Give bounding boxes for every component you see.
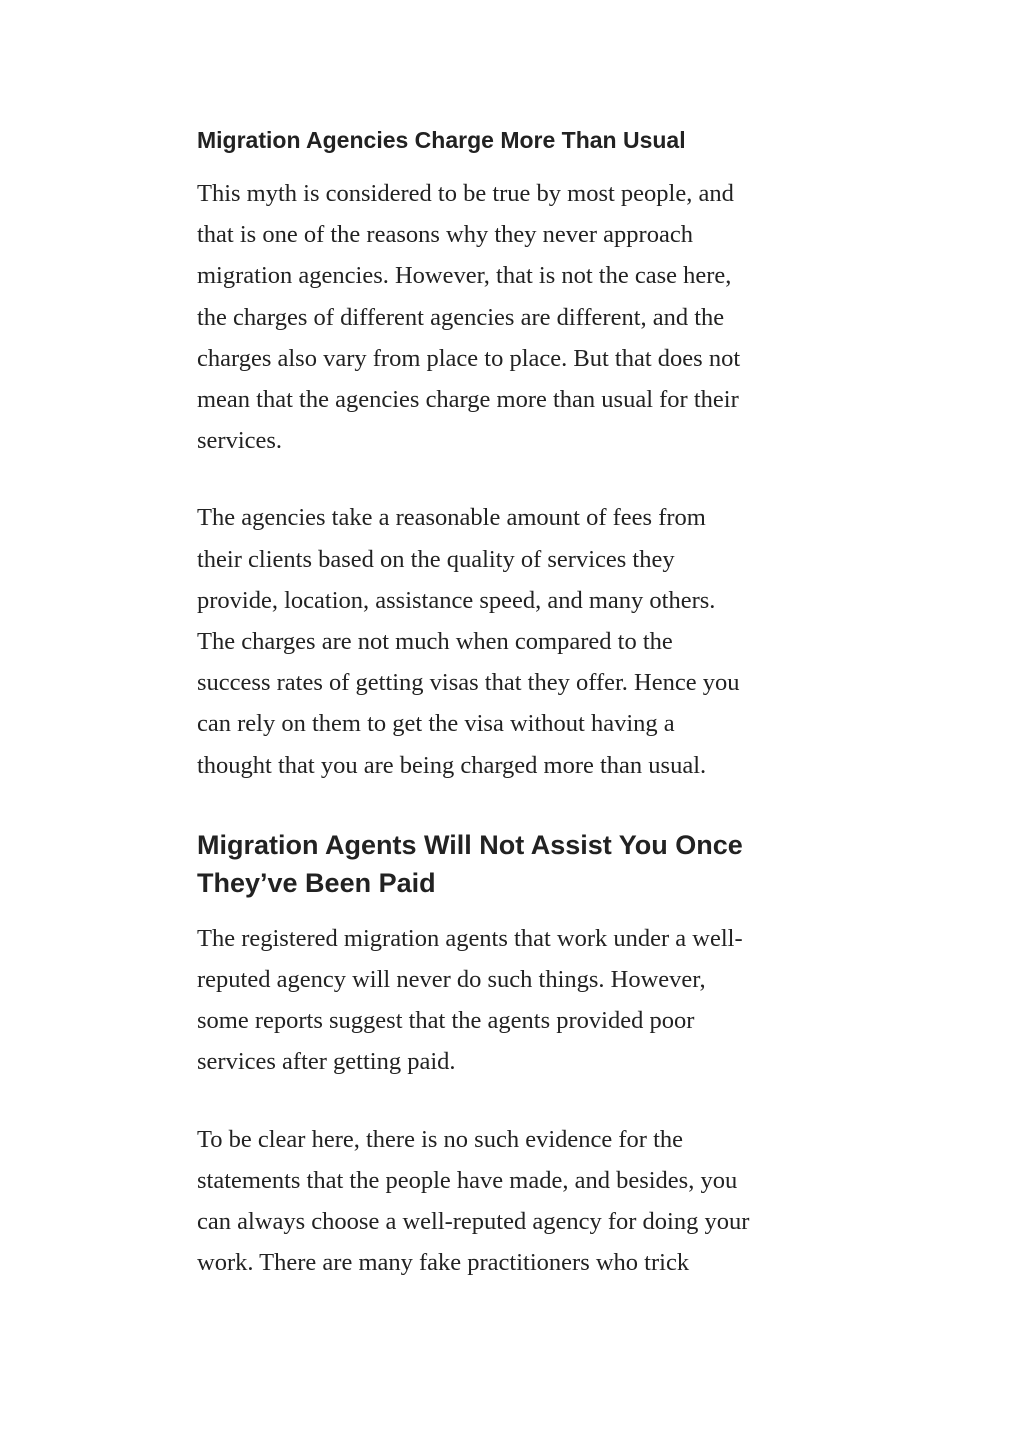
paragraph-no-evidence — [197, 1119, 837, 1284]
text-line: success rates of getting visas that they offer. Hence you — [197, 669, 740, 697]
article-body — [197, 120, 837, 1283]
text-line: the charges of different agencies are different, and the — [197, 303, 725, 331]
paragraph-reasonable-fees — [197, 497, 837, 785]
text-line: This myth is considered to be true by most people, and — [197, 180, 734, 207]
text-line: work. There are many fake practitioners who trick — [197, 1249, 690, 1277]
section-heading-agents-assist — [197, 826, 837, 902]
text-line: can always choose a well-reputed agency for doing your — [197, 1208, 750, 1236]
text-line: some reports suggest that the agents provided poor — [197, 1007, 695, 1035]
text-line: mean that the agencies charge more than usual for their — [197, 386, 739, 414]
text-line: The charges are not much when compared to the — [197, 628, 673, 656]
section-heading-agencies-charge: Migration Agencies Charge More Than Usual — [197, 127, 686, 153]
text-line: The registered migration agents that work under a well- — [197, 924, 743, 952]
text-line: that is one of the reasons why they never approach — [197, 221, 693, 249]
text-line: To be clear here, there is no such evidence for the — [197, 1125, 684, 1153]
text-line: statements that the people have made, and besides, you — [197, 1166, 738, 1194]
text-line: provide, location, assistance speed, and many others. — [197, 586, 716, 614]
paragraph-registered-agents — [197, 918, 837, 1083]
text-line: reputed agency will never do such things. However, — [197, 966, 706, 994]
paragraph-myth-charges — [197, 173, 837, 461]
text-line: services after getting paid. — [197, 1048, 456, 1076]
text-line: services. — [197, 427, 283, 455]
text-line: migration agencies. However, that is not the case here, — [197, 262, 732, 290]
text-line: charges also vary from place to place. But that does not — [197, 344, 741, 372]
text-line: their clients based on the quality of services they — [197, 545, 675, 573]
text-line: thought that you are being charged more than usual. — [197, 751, 707, 779]
heading-line: Migration Agents Will Not Assist You Once — [197, 829, 743, 860]
text-line: The agencies take a reasonable amount of fees from — [197, 504, 706, 532]
text-line: can rely on them to get the visa without having a — [197, 710, 675, 738]
heading-line: They’ve Been Paid — [197, 867, 436, 898]
